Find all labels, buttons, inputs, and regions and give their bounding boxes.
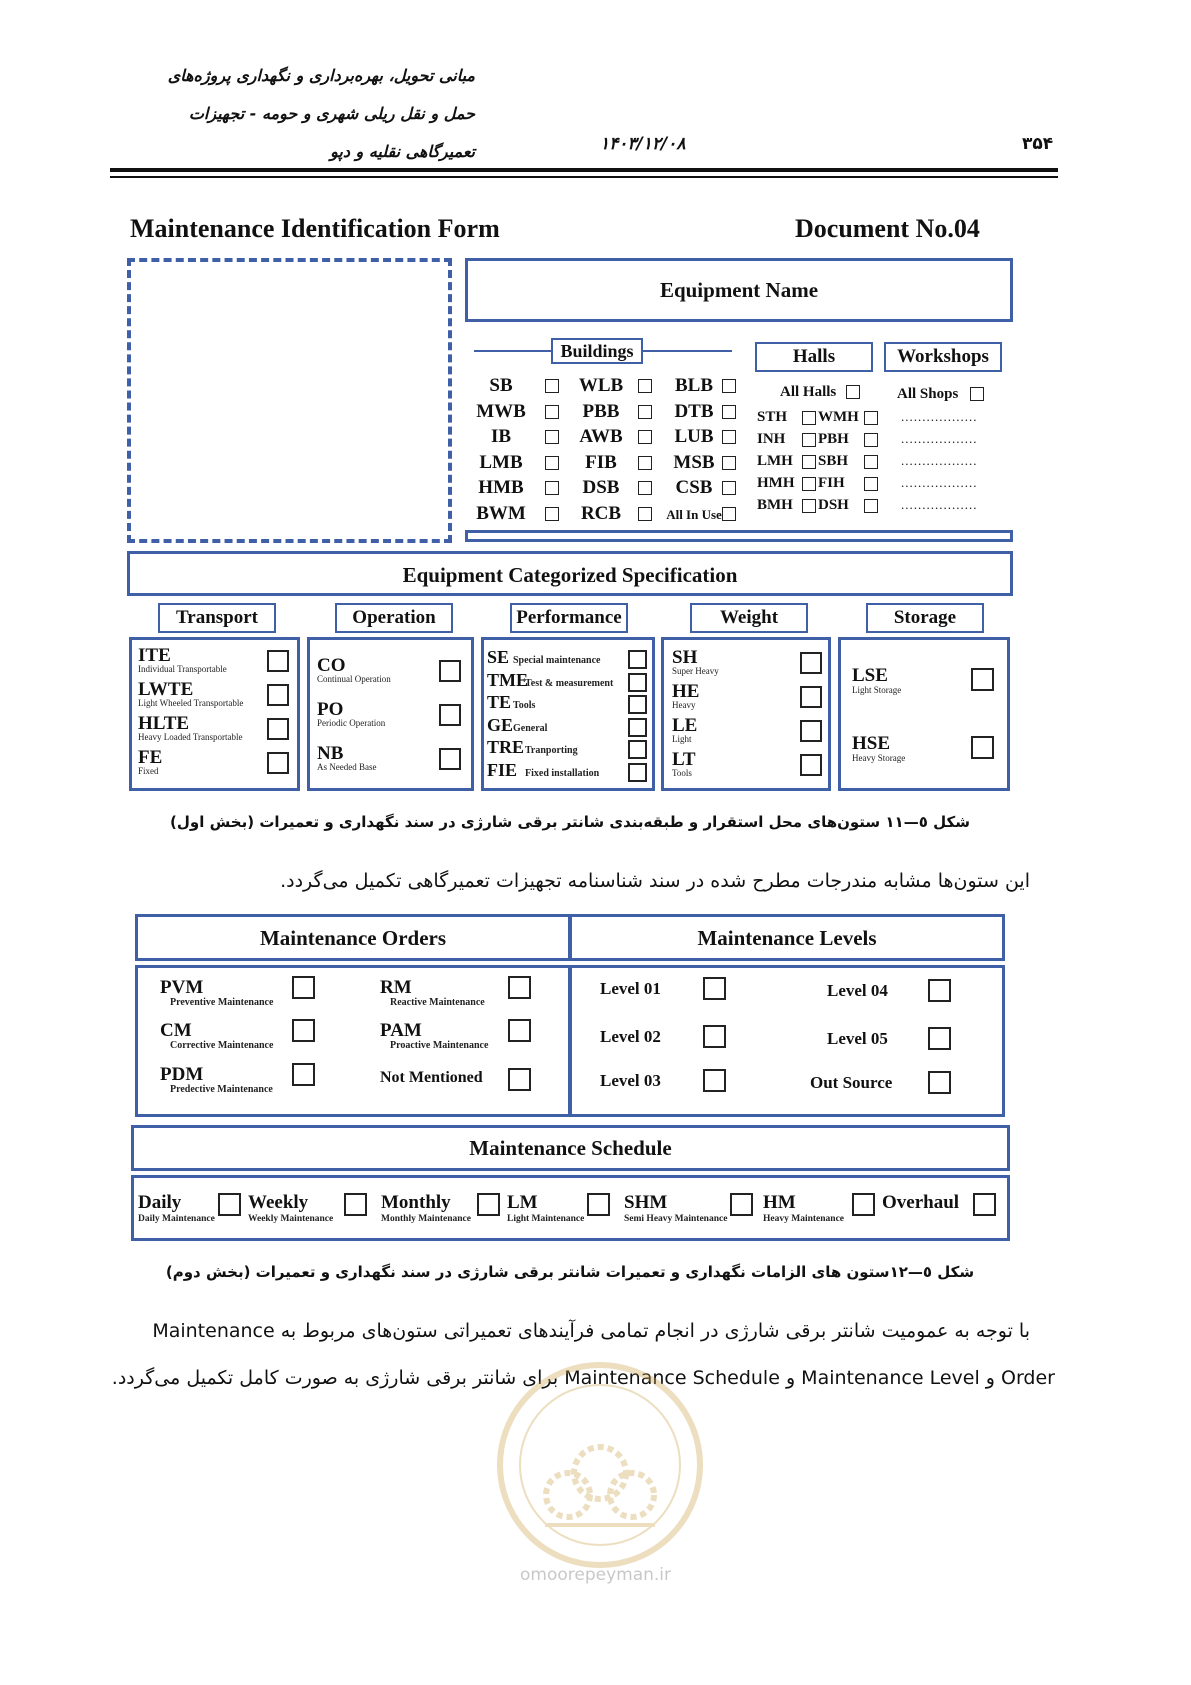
order-checkbox[interactable] <box>292 1019 315 1042</box>
schedule-code: Daily <box>138 1192 182 1213</box>
transport-checkbox[interactable] <box>267 650 289 672</box>
header-rule-2 <box>110 176 1058 178</box>
operation-code: PO <box>317 699 344 720</box>
order-checkbox[interactable] <box>508 976 531 999</box>
performance-desc: Test & measurement <box>525 677 614 689</box>
form-title: Maintenance Identification Form <box>130 214 500 243</box>
building-code: MWB <box>476 400 526 422</box>
transport-code: LWTE <box>138 679 194 700</box>
schedule-desc: Weekly Maintenance <box>248 1214 334 1224</box>
buildings-label: Buildings <box>551 338 643 364</box>
header-page-number: ۳۵۴ <box>1022 134 1054 154</box>
spec-title: Equipment Categorized Specification <box>402 563 738 587</box>
transport-checkbox[interactable] <box>267 718 289 740</box>
header-rule <box>110 168 1058 172</box>
performance-code: TRE <box>487 737 525 757</box>
operation-code: CO <box>317 655 346 676</box>
building-code: BLB <box>674 375 714 396</box>
schedule-checkbox[interactable] <box>587 1193 610 1216</box>
building-checkbox[interactable] <box>722 405 736 419</box>
hall-checkbox[interactable] <box>802 499 816 513</box>
order-code: RM <box>380 977 412 998</box>
weight-desc: Light <box>672 734 692 744</box>
performance-checkbox[interactable] <box>628 718 647 737</box>
building-checkbox[interactable] <box>722 507 736 521</box>
level-label: Level 02 <box>600 1027 661 1046</box>
weight-checkbox[interactable] <box>800 720 822 742</box>
order-checkbox[interactable] <box>508 1019 531 1042</box>
performance-checkbox[interactable] <box>628 650 647 669</box>
transport-desc: Heavy Loaded Transportable <box>138 732 243 742</box>
level-checkbox[interactable] <box>928 979 951 1002</box>
hall-code: INH <box>757 431 786 447</box>
schedule-code: Weekly <box>248 1192 309 1213</box>
workshop-entry[interactable]: .................. <box>901 475 978 490</box>
operation-desc: Continual Operation <box>317 674 391 684</box>
building-code: RCB <box>580 502 622 524</box>
performance-checkbox[interactable] <box>628 763 647 782</box>
operation-checkbox[interactable] <box>439 704 461 726</box>
equipment-name-label: Equipment Name <box>659 278 819 302</box>
storage-checkbox[interactable] <box>971 668 994 691</box>
hall-checkbox[interactable] <box>864 499 878 513</box>
performance-checkbox[interactable] <box>628 673 647 692</box>
building-checkbox[interactable] <box>722 481 736 495</box>
order-code: CM <box>160 1020 192 1041</box>
storage-desc: Heavy Storage <box>852 753 906 763</box>
level-label: Level 03 <box>600 1071 661 1090</box>
level-label: Level 01 <box>600 979 661 998</box>
operation-desc: As Needed Base <box>317 762 377 772</box>
performance-code: FIE <box>487 759 518 780</box>
all-halls-checkbox[interactable] <box>846 385 860 399</box>
building-code: CSB <box>675 477 713 498</box>
building-checkbox[interactable] <box>638 481 652 495</box>
level-checkbox[interactable] <box>703 1069 726 1092</box>
schedule-code: LM <box>507 1192 538 1213</box>
figure-caption-2: شکل ٥—١٢ستون های الزامات نگهداری و تعمیرات شانتر برقی شارژی در سند نگهداری و تعمیرات (بخش دوم) <box>165 1263 975 1281</box>
header-book-title-2: حمل و نقل ریلی شهری و حومه - تجهیزات <box>188 104 475 123</box>
schedule-checkbox[interactable] <box>730 1193 753 1216</box>
schedule-code: SHM <box>624 1192 668 1213</box>
operation-checkbox[interactable] <box>439 748 461 770</box>
schedule-checkbox[interactable] <box>218 1193 241 1216</box>
hall-checkbox[interactable] <box>802 477 816 491</box>
watermark-seal-icon <box>490 1355 710 1575</box>
schedule-checkbox[interactable] <box>852 1193 875 1216</box>
building-code: AWB <box>579 426 623 447</box>
schedule-checkbox[interactable] <box>344 1193 367 1216</box>
schedule-code: Overhaul <box>882 1192 960 1213</box>
all-shops-checkbox[interactable] <box>970 387 984 401</box>
schedule-desc: Monthly Maintenance <box>381 1214 471 1224</box>
weight-code: SH <box>672 647 698 668</box>
building-code: MSB <box>673 451 715 473</box>
building-checkbox[interactable] <box>638 430 652 444</box>
hall-checkbox[interactable] <box>802 411 816 425</box>
category-label-performance: Performance <box>510 603 628 633</box>
category-label-storage: Storage <box>866 603 984 633</box>
workshop-entry[interactable]: .................. <box>901 453 978 468</box>
location-bottom-bar <box>465 530 1013 542</box>
hall-code: DSH <box>818 497 849 513</box>
watermark-text: omoorepeyman.ir <box>520 1565 672 1585</box>
order-checkbox[interactable] <box>508 1068 531 1091</box>
header-book-title-1: مبانی تحویل، بهره‌برداری و نگهداری پروژه‌های <box>167 66 475 85</box>
category-label-transport: Transport <box>158 603 276 633</box>
workshop-entry[interactable]: .................. <box>901 409 978 424</box>
transport-code: ITE <box>138 645 171 666</box>
paragraph-2-line-1: با توجه به عمومیت شانتر برقی شارژی در انجام تمامی فرآیندهای تعمیراتی ستون‌های مربوط به Maintenance <box>152 1320 1030 1342</box>
hall-checkbox[interactable] <box>864 433 878 447</box>
building-code: PBB <box>582 400 620 422</box>
building-checkbox[interactable] <box>638 456 652 470</box>
figure-caption-1: شکل ٥—١١ ستون‌های محل استقرار و طبقه‌بندی شانتر برقی شارژی در سند نگهداری و تعمیرات (بخش اول) <box>170 813 970 831</box>
order-desc: Corrective Maintenance <box>170 1040 274 1051</box>
paragraph-1: این ستون‌ها مشابه مندرجات مطرح شده در سند شناسنامه تجهیزات تعمیرگاهی تکمیل می‌گردد. <box>280 870 1030 892</box>
building-checkbox[interactable] <box>545 481 559 495</box>
performance-checkbox[interactable] <box>628 740 647 759</box>
order-desc: Proactive Maintenance <box>390 1040 489 1051</box>
performance-desc: Fixed installation <box>525 767 600 779</box>
performance-desc: Special maintenance <box>513 655 601 666</box>
transport-checkbox[interactable] <box>267 752 289 774</box>
weight-desc: Heavy <box>672 700 696 710</box>
weight-code: LE <box>672 715 698 736</box>
schedule-checkbox[interactable] <box>973 1193 996 1216</box>
hall-checkbox[interactable] <box>864 411 878 425</box>
level-checkbox[interactable] <box>703 1025 726 1048</box>
storage-box <box>838 637 1010 791</box>
paragraph-2-line-2: Order و Maintenance Level و Maintenance Schedule برای شانتر برقی شارژی به صورت کامل تکمیل می‌گردد. <box>111 1367 1055 1389</box>
workshop-entry[interactable]: .................. <box>901 431 978 446</box>
storage-checkbox[interactable] <box>971 736 994 759</box>
transport-code: HLTE <box>138 713 190 734</box>
hall-checkbox[interactable] <box>802 433 816 447</box>
performance-code: TME <box>487 669 529 690</box>
level-checkbox[interactable] <box>928 1071 951 1094</box>
hall-code: HMH <box>757 475 795 491</box>
building-checkbox[interactable] <box>545 379 559 393</box>
order-desc: Preventive Maintenance <box>170 997 274 1008</box>
schedule-desc: Heavy Maintenance <box>763 1214 845 1224</box>
workshop-entry[interactable]: .................. <box>901 497 978 512</box>
schedule-desc: Light Maintenance <box>507 1214 585 1224</box>
weight-checkbox[interactable] <box>800 754 822 776</box>
performance-desc: Tools <box>513 700 536 711</box>
halls-label: Halls <box>755 342 873 372</box>
photo-placeholder <box>127 258 452 543</box>
building-checkbox[interactable] <box>545 430 559 444</box>
weight-checkbox[interactable] <box>800 652 822 674</box>
order-desc: Reactive Maintenance <box>390 997 485 1008</box>
order-code: PDM <box>160 1064 204 1085</box>
order-checkbox[interactable] <box>292 976 315 999</box>
building-checkbox[interactable] <box>722 379 736 393</box>
hall-checkbox[interactable] <box>864 477 878 491</box>
building-code: SB <box>489 375 513 396</box>
hall-code: FIH <box>818 475 845 491</box>
order-code: PVM <box>160 977 204 998</box>
order-checkbox[interactable] <box>292 1063 315 1086</box>
level-checkbox[interactable] <box>928 1027 951 1050</box>
document-number: Document No.04 <box>795 214 980 243</box>
building-code: HMB <box>478 477 524 498</box>
building-code: DTB <box>674 400 714 422</box>
hall-checkbox[interactable] <box>802 455 816 469</box>
performance-checkbox[interactable] <box>628 695 647 714</box>
building-code: IB <box>490 426 512 447</box>
level-label: Level 05 <box>827 1029 888 1048</box>
header-date: ۱۴۰۳/۱۲/۰۸ <box>600 134 686 154</box>
building-checkbox[interactable] <box>545 507 559 521</box>
schedule-desc: Semi Heavy Maintenance <box>624 1214 728 1224</box>
order-desc: Predective Maintenance <box>170 1084 273 1095</box>
building-code: BWM <box>476 502 526 524</box>
schedule-code: HM <box>763 1192 796 1213</box>
header-book-title-3: تعمیرگاهی نقلیه و دپو <box>330 142 475 161</box>
transport-code: FE <box>138 747 163 768</box>
building-checkbox[interactable] <box>545 456 559 470</box>
weight-code: HE <box>672 681 700 702</box>
building-checkbox[interactable] <box>638 405 652 419</box>
hall-code: PBH <box>818 431 849 447</box>
building-checkbox[interactable] <box>722 456 736 470</box>
performance-desc: Tranporting <box>525 745 578 756</box>
building-code: FIB <box>585 451 617 473</box>
hall-code: STH <box>757 409 788 425</box>
level-checkbox[interactable] <box>703 977 726 1000</box>
hall-code: BMH <box>757 497 793 513</box>
schedule-code: Monthly <box>381 1192 451 1213</box>
storage-desc: Light Storage <box>852 685 902 695</box>
level-label: Out Source <box>810 1073 893 1092</box>
operation-desc: Periodic Operation <box>317 718 386 728</box>
weight-desc: Tools <box>672 768 692 778</box>
building-checkbox[interactable] <box>638 379 652 393</box>
operation-code: NB <box>317 743 344 764</box>
storage-code: HSE <box>852 733 891 754</box>
transport-desc: Individual Transportable <box>138 664 227 674</box>
schedule-title: Maintenance Schedule <box>469 1136 672 1160</box>
weight-code: LT <box>672 749 696 770</box>
performance-code: SE <box>487 647 510 667</box>
building-code: All In Use <box>666 506 722 522</box>
operation-checkbox[interactable] <box>439 660 461 682</box>
hall-code: LMH <box>757 453 793 469</box>
transport-desc: Light Wheeled Transportable <box>138 698 244 708</box>
transport-checkbox[interactable] <box>267 684 289 706</box>
category-label-operation: Operation <box>335 603 453 633</box>
performance-desc: General <box>513 722 548 734</box>
workshops-label: Workshops <box>884 342 1002 372</box>
category-label-weight: Weight <box>690 603 808 633</box>
performance-code: GE <box>487 714 514 735</box>
building-checkbox[interactable] <box>638 507 652 521</box>
hall-checkbox[interactable] <box>864 455 878 469</box>
level-label: Level 04 <box>827 981 888 1000</box>
building-code: DSB <box>582 477 620 498</box>
schedule-checkbox[interactable] <box>477 1193 500 1216</box>
transport-desc: Fixed <box>138 766 159 776</box>
orders-title: Maintenance Orders <box>259 926 447 950</box>
levels-title: Maintenance Levels <box>697 926 877 950</box>
all-shops-label: All Shops <box>897 386 959 402</box>
building-code: LUB <box>674 426 714 447</box>
all-halls-label: All Halls <box>780 384 837 400</box>
building-code: WLB <box>578 375 624 396</box>
building-checkbox[interactable] <box>722 430 736 444</box>
schedule-desc: Daily Maintenance <box>138 1214 215 1224</box>
building-code: LMB <box>479 451 523 473</box>
weight-checkbox[interactable] <box>800 686 822 708</box>
performance-code: TE <box>487 692 512 712</box>
hall-code: WMH <box>818 409 859 425</box>
building-checkbox[interactable] <box>545 405 559 419</box>
hall-code: SBH <box>818 453 849 469</box>
weight-desc: Super Heavy <box>672 666 719 676</box>
order-code: Not Mentioned <box>380 1069 483 1086</box>
storage-code: LSE <box>852 665 888 686</box>
order-code: PAM <box>380 1020 422 1041</box>
